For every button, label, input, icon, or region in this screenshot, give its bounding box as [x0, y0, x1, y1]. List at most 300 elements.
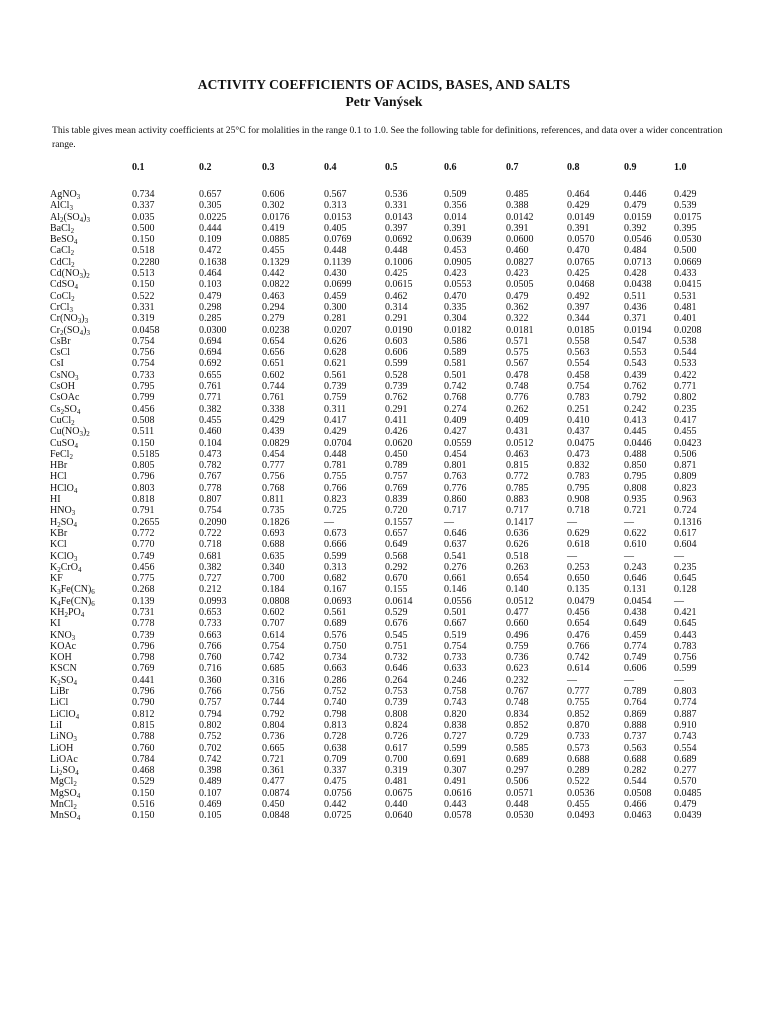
compound-name: $H_2SO_4$: [50, 516, 78, 529]
coefficient-cell: 0.477: [506, 606, 529, 618]
coefficient-cell: 0.150: [132, 810, 155, 822]
coefficient-cell: 0.785: [506, 482, 529, 494]
coefficient-cell: 0.753: [385, 686, 408, 698]
coefficient-cell: 0.767: [506, 686, 529, 698]
compound-name: MgSO$_4$: [50, 787, 81, 800]
coefficient-cell: 0.417: [324, 414, 347, 426]
coefficient-cell: 0.150: [132, 234, 155, 246]
coefficient-cell: 0.772: [132, 527, 155, 539]
coefficient-cell: 0.262: [506, 403, 529, 415]
compound-name: HI: [50, 494, 61, 506]
table-row: [50, 663, 722, 674]
coefficient-cell: 0.606: [262, 189, 285, 200]
table-row: [50, 245, 722, 256]
coefficient-cell: 0.626: [324, 335, 347, 347]
coefficient-cell: 0.755: [567, 697, 590, 709]
coefficient-cell: 0.131: [624, 584, 647, 596]
table-row: [50, 257, 722, 268]
coefficient-cell: 0.610: [624, 539, 647, 551]
coefficient-cell: 0.777: [262, 460, 285, 472]
coefficient-cell: 0.554: [674, 742, 697, 754]
coefficient-cell: 0.0808: [262, 595, 290, 607]
coefficient-cell: 0.411: [385, 414, 408, 426]
coefficient-cell: —: [624, 516, 634, 528]
header-spacer: [50, 176, 722, 189]
coefficient-cell: 0.405: [324, 222, 347, 234]
coefficient-cell: 0.331: [132, 301, 155, 313]
coefficient-cell: 0.754: [199, 505, 222, 517]
coefficient-cell: 0.728: [324, 731, 347, 743]
compound-name: CsCl: [50, 347, 71, 359]
coefficient-cell: 0.0848: [262, 810, 290, 822]
compound-name: $Cr(NO_3)_3$: [50, 313, 89, 326]
coefficient-cell: 0.754: [262, 640, 285, 652]
coefficient-cell: 0.772: [506, 471, 529, 483]
coefficient-cell: 0.871: [674, 460, 697, 472]
coefficient-cell: 0.834: [506, 708, 529, 720]
table-row: [50, 607, 722, 618]
coefficient-cell: 0.606: [624, 663, 647, 675]
compound-name: CsOAc: [50, 392, 80, 404]
compound-name: $Cu(NO_3)_2$: [50, 426, 90, 439]
coefficient-cell: 0.789: [385, 460, 408, 472]
coefficient-cell: 0.500: [674, 245, 697, 257]
compound-name: CsOH: [50, 381, 76, 393]
coefficient-cell: 0.479: [506, 290, 529, 302]
coefficient-cell: 0.0182: [444, 324, 472, 336]
coefficient-cell: 0.792: [624, 392, 647, 404]
coefficient-cell: 0.391: [567, 222, 590, 234]
column-header: 1.0: [674, 161, 687, 173]
coefficient-cell: 0.455: [567, 799, 590, 811]
table-row: [50, 652, 722, 663]
coefficient-cell: 0.433: [674, 268, 697, 280]
coefficient-cell: 0.253: [567, 561, 590, 573]
coefficient-cell: 0.109: [199, 234, 222, 246]
coefficient-cell: 0.718: [567, 505, 590, 517]
coefficient-cell: 0.752: [199, 731, 222, 743]
coefficient-cell: 0.212: [199, 584, 222, 596]
coefficient-cell: 0.638: [324, 742, 347, 754]
coefficient-cell: 0.649: [624, 618, 647, 630]
coefficient-cell: 0.717: [444, 505, 467, 517]
coefficient-cell: —: [624, 674, 634, 686]
coefficient-cell: 0.838: [444, 719, 467, 731]
coefficient-cell: 0.107: [199, 787, 222, 799]
coefficient-cell: 0.796: [132, 640, 155, 652]
coefficient-cell: 0.694: [199, 335, 222, 347]
coefficient-cell: 0.0475: [567, 437, 595, 449]
coefficient-cell: 0.276: [444, 561, 467, 573]
coefficient-cell: 0.426: [385, 426, 408, 438]
coefficient-cell: 0.427: [444, 426, 467, 438]
table-row: [50, 754, 722, 765]
compound-name: CsBr: [50, 335, 71, 347]
coefficient-cell: 0.0546: [624, 234, 652, 246]
coefficient-cell: —: [674, 595, 684, 607]
coefficient-cell: 0.783: [674, 640, 697, 652]
coefficient-cell: 0.0905: [444, 256, 472, 268]
coefficient-cell: 0.621: [324, 358, 347, 370]
coefficient-cell: 0.456: [567, 606, 590, 618]
activity-coefficients-table: [50, 158, 722, 822]
compound-name: CdSO$_4$: [50, 279, 78, 292]
coefficient-cell: 0.0181: [506, 324, 534, 336]
coefficient-cell: 0.808: [385, 708, 408, 720]
coefficient-cell: 0.429: [262, 414, 285, 426]
compound-name: LiNO$_3$: [50, 731, 77, 744]
coefficient-cell: 0.654: [262, 335, 285, 347]
coefficient-cell: 0.774: [674, 697, 697, 709]
coefficient-cell: 0.756: [674, 652, 697, 664]
coefficient-cell: 0.646: [444, 527, 467, 539]
coefficient-cell: 0.576: [324, 629, 347, 641]
compound-name: BaCl$_2$: [50, 222, 75, 235]
coefficient-cell: 0.650: [567, 573, 590, 585]
coefficient-cell: 0.0885: [262, 234, 290, 246]
coefficient-cell: 0.617: [385, 742, 408, 754]
compound-name: KOAc: [50, 640, 77, 652]
coefficient-cell: 0.5185: [132, 448, 160, 460]
column-header: 0.3: [262, 161, 275, 173]
coefficient-cell: 0.887: [674, 708, 697, 720]
coefficient-cell: 0.417: [674, 414, 697, 426]
coefficient-cell: 0.795: [567, 482, 590, 494]
coefficient-cell: 0.0207: [324, 324, 352, 336]
compound-name: LiClO$_4$: [50, 708, 80, 721]
coefficient-cell: 0.2655: [132, 516, 160, 528]
coefficient-cell: 0.286: [324, 674, 347, 686]
coefficient-cell: 0.423: [506, 268, 529, 280]
coefficient-cell: 0.0553: [444, 279, 472, 291]
table-row: [50, 302, 722, 313]
coefficient-cell: —: [567, 674, 577, 686]
coefficient-cell: 0.756: [132, 347, 155, 359]
coefficient-cell: 0.0485: [674, 787, 702, 799]
compound-name: $Al_2(SO_4)_3$: [50, 211, 90, 224]
coefficient-cell: 0.0463: [624, 810, 652, 822]
table-row: [50, 584, 722, 595]
coefficient-cell: 0.589: [444, 347, 467, 359]
coefficient-cell: 0.473: [199, 448, 222, 460]
coefficient-cell: 0.599: [674, 663, 697, 675]
coefficient-cell: 0.692: [199, 358, 222, 370]
coefficient-cell: 0.654: [506, 573, 529, 585]
coefficient-cell: 0.496: [506, 629, 529, 641]
coefficient-cell: 0.805: [132, 460, 155, 472]
coefficient-cell: 0.305: [199, 200, 222, 212]
coefficient-cell: 0.742: [567, 652, 590, 664]
coefficient-cell: 0.736: [262, 731, 285, 743]
coefficient-cell: 0.331: [385, 200, 408, 212]
coefficient-cell: 0.263: [506, 561, 529, 573]
coefficient-cell: 0.646: [385, 663, 408, 675]
coefficient-cell: 0.235: [674, 403, 697, 415]
coefficient-cell: 0.430: [324, 268, 347, 280]
coefficient-cell: 0.803: [132, 482, 155, 494]
compound-name: KOH: [50, 652, 72, 664]
table-row: [50, 449, 722, 460]
coefficient-cell: 0.798: [324, 708, 347, 720]
coefficient-cell: 0.0704: [324, 437, 352, 449]
coefficient-cell: 0.761: [262, 392, 285, 404]
coefficient-cell: 0.754: [444, 640, 467, 652]
coefficient-cell: 0.803: [674, 686, 697, 698]
coefficient-cell: 0.410: [567, 414, 590, 426]
coefficient-cell: 0.568: [385, 550, 408, 562]
table-row: [50, 709, 722, 720]
coefficient-cell: 0.285: [199, 313, 222, 325]
coefficient-cell: 0.0479: [567, 595, 595, 607]
coefficient-cell: 0.0143: [385, 211, 413, 223]
coefficient-cell: 0.429: [567, 200, 590, 212]
coefficient-cell: 0.606: [385, 347, 408, 359]
coefficient-cell: 0.743: [444, 697, 467, 709]
coefficient-cell: 0.139: [132, 595, 155, 607]
coefficient-cell: 0.297: [506, 765, 529, 777]
coefficient-cell: 0.440: [385, 799, 408, 811]
coefficient-cell: 0.812: [132, 708, 155, 720]
table-row: [50, 776, 722, 787]
coefficient-cell: 0.0675: [385, 787, 413, 799]
coefficient-cell: 0.479: [624, 200, 647, 212]
coefficient-cell: 0.784: [132, 753, 155, 765]
coefficient-cell: 0.0439: [674, 810, 702, 822]
coefficient-cell: 0.0142: [506, 211, 534, 223]
compound-name: CsNO$_3$: [50, 369, 79, 382]
coefficient-cell: 0.541: [444, 550, 467, 562]
coefficient-cell: 0.545: [385, 629, 408, 641]
coefficient-cell: 0.832: [567, 460, 590, 472]
coefficient-cell: 0.361: [262, 765, 285, 777]
coefficient-cell: 0.717: [506, 505, 529, 517]
coefficient-cell: 0.750: [324, 640, 347, 652]
coefficient-cell: 0.304: [444, 313, 467, 325]
coefficient-cell: 0.522: [132, 290, 155, 302]
coefficient-cell: 0.508: [132, 414, 155, 426]
coefficient-cell: 0.0725: [324, 810, 352, 822]
coefficient-cell: 0.815: [506, 460, 529, 472]
coefficient-cell: 0.337: [324, 765, 347, 777]
coefficient-cell: 0.0194: [624, 324, 652, 336]
coefficient-cell: 0.599: [324, 550, 347, 562]
coefficient-cell: 0.767: [199, 471, 222, 483]
coefficient-cell: 0.766: [199, 640, 222, 652]
coefficient-cell: 0.554: [567, 358, 590, 370]
coefficient-cell: 0.769: [132, 663, 155, 675]
coefficient-cell: 0.795: [132, 381, 155, 393]
coefficient-cell: 0.727: [199, 573, 222, 585]
coefficient-cell: 0.629: [567, 527, 590, 539]
coefficient-cell: 0.466: [624, 799, 647, 811]
coefficient-cell: 0.0756: [324, 787, 352, 799]
coefficient-cell: 0.543: [624, 358, 647, 370]
coefficient-cell: 0.469: [199, 799, 222, 811]
coefficient-cell: 0.802: [199, 719, 222, 731]
coefficient-cell: 0.681: [199, 550, 222, 562]
coefficient-cell: 0.759: [324, 392, 347, 404]
coefficient-cell: 0.319: [132, 313, 155, 325]
compound-name: MnCl$_2$: [50, 799, 77, 812]
coefficient-cell: 0.645: [674, 573, 697, 585]
coefficient-cell: 0.0570: [567, 234, 595, 246]
coefficient-cell: 0.782: [199, 460, 222, 472]
coefficient-cell: 0.676: [385, 618, 408, 630]
coefficient-cell: 0.770: [132, 539, 155, 551]
coefficient-cell: 0.0827: [506, 256, 534, 268]
coefficient-cell: 0.338: [262, 403, 285, 415]
coefficient-cell: 0.628: [324, 347, 347, 359]
coefficient-cell: 0.300: [324, 301, 347, 313]
coefficient-cell: 0.0822: [262, 279, 290, 291]
compound-name: HClO$_4$: [50, 482, 78, 495]
coefficient-cell: 0.775: [132, 573, 155, 585]
coefficient-cell: 0.798: [132, 652, 155, 664]
coefficient-cell: 0.776: [506, 392, 529, 404]
coefficient-cell: 0.768: [262, 482, 285, 494]
coefficient-cell: 0.739: [385, 381, 408, 393]
coefficient-cell: 0.382: [199, 561, 222, 573]
coefficient-cell: 0.513: [132, 268, 155, 280]
compound-name: $K_3Fe(CN)_6$: [50, 584, 95, 597]
coefficient-cell: 0.135: [567, 584, 590, 596]
coefficient-cell: 0.563: [567, 347, 590, 359]
coefficient-cell: 0.839: [385, 494, 408, 506]
coefficient-cell: 0.506: [506, 776, 529, 788]
coefficient-cell: 0.184: [262, 584, 285, 596]
coefficient-cell: 0.657: [199, 189, 222, 200]
coefficient-cell: 0.479: [674, 799, 697, 811]
coefficient-cell: 0.462: [385, 290, 408, 302]
coefficient-cell: 0.0423: [674, 437, 702, 449]
coefficient-cell: 0.282: [624, 765, 647, 777]
table-row: [50, 223, 722, 234]
coefficient-cell: 0.575: [506, 347, 529, 359]
coefficient-cell: 0.754: [132, 358, 155, 370]
coefficient-cell: 0.777: [567, 686, 590, 698]
coefficient-cell: 0.657: [385, 527, 408, 539]
coefficient-cell: 0.570: [674, 776, 697, 788]
coefficient-cell: 0.633: [444, 663, 467, 675]
coefficient-cell: 0.602: [262, 606, 285, 618]
compound-name: CsI: [50, 358, 64, 370]
coefficient-cell: 0.489: [199, 776, 222, 788]
coefficient-cell: 0.813: [324, 719, 347, 731]
coefficient-cell: 0.425: [385, 268, 408, 280]
intro-paragraph: This table gives mean activity coefficients at 25°C for molalities in the range 0.1 to 1.0. See the following table for definitions, references, and data over a wider concentration range.: [52, 125, 723, 150]
column-header: 0.8: [567, 161, 580, 173]
coefficient-cell: 0.0159: [624, 211, 652, 223]
coefficient-cell: 0.421: [674, 606, 697, 618]
coefficient-cell: 0.0153: [324, 211, 352, 223]
column-header: [50, 158, 132, 176]
coefficient-cell: 0.2280: [132, 256, 160, 268]
coefficient-cell: 0.371: [624, 313, 647, 325]
coefficient-cell: 0.105: [199, 810, 222, 822]
coefficient-cell: 0.823: [674, 482, 697, 494]
coefficient-cell: 0.756: [262, 471, 285, 483]
compound-name: $K_4Fe(CN)_6$: [50, 595, 95, 608]
coefficient-cell: 0.742: [444, 381, 467, 393]
compound-name: CaCl$_2$: [50, 245, 75, 258]
coefficient-cell: 0.757: [385, 471, 408, 483]
coefficient-cell: 0.425: [567, 268, 590, 280]
coefficient-cell: 0.464: [199, 268, 222, 280]
compound-name: CrCl$_3$: [50, 301, 73, 314]
table-row: [50, 618, 722, 629]
table-row: [50, 189, 722, 200]
coefficient-cell: 0.743: [674, 731, 697, 743]
coefficient-cell: 0.538: [674, 335, 697, 347]
coefficient-cell: 0.0993: [199, 595, 227, 607]
coefficient-cell: 0.395: [674, 222, 697, 234]
coefficient-cell: 0.791: [132, 505, 155, 517]
coefficient-cell: 0.757: [199, 697, 222, 709]
header-row: [50, 158, 722, 176]
coefficient-cell: 0.470: [444, 290, 467, 302]
coefficient-cell: 0.529: [132, 776, 155, 788]
table-row: [50, 200, 722, 211]
coefficient-cell: 0.721: [262, 753, 285, 765]
compound-name: CdCl$_2$: [50, 256, 75, 269]
coefficient-cell: 0.762: [624, 381, 647, 393]
coefficient-cell: 0.768: [444, 392, 467, 404]
coefficient-cell: 0.291: [385, 403, 408, 415]
coefficient-cell: 0.707: [262, 618, 285, 630]
coefficient-cell: 0.721: [624, 505, 647, 517]
coefficient-cell: —: [567, 550, 577, 562]
coefficient-cell: 0.481: [674, 301, 697, 313]
coefficient-cell: 0.335: [444, 301, 467, 313]
table-row: [50, 234, 722, 245]
coefficient-cell: 0.477: [262, 776, 285, 788]
coefficient-cell: 0.128: [674, 584, 697, 596]
coefficient-cell: 0.0536: [567, 787, 595, 799]
coefficient-cell: 0.232: [506, 674, 529, 686]
coefficient-cell: 0.445: [624, 426, 647, 438]
coefficient-cell: 0.795: [624, 471, 647, 483]
coefficient-cell: 0.511: [132, 426, 155, 438]
table-row: [50, 494, 722, 505]
coefficient-cell: 0.485: [506, 189, 529, 200]
coefficient-cell: 0.729: [506, 731, 529, 743]
compound-name: LiOAc: [50, 753, 78, 765]
coefficient-cell: 0.762: [385, 392, 408, 404]
coefficient-cell: 0.316: [262, 674, 285, 686]
table-row: [50, 325, 722, 336]
coefficient-cell: 0.599: [385, 358, 408, 370]
coefficient-cell: 0.573: [567, 742, 590, 754]
coefficient-cell: 0.602: [262, 369, 285, 381]
coefficient-cell: 0.688: [567, 753, 590, 765]
coefficient-cell: 0.623: [506, 663, 529, 675]
coefficient-cell: 0.0639: [444, 234, 472, 246]
coefficient-cell: 0.749: [132, 550, 155, 562]
coefficient-cell: 0.0640: [385, 810, 413, 822]
table-row: [50, 641, 722, 652]
coefficient-cell: 0.446: [624, 189, 647, 200]
compound-name: $HNO_3$: [50, 505, 76, 518]
coefficient-cell: 0.455: [199, 414, 222, 426]
coefficient-cell: 0.740: [324, 697, 347, 709]
coefficient-cell: 0.635: [262, 550, 285, 562]
coefficient-cell: 0.1638: [199, 256, 227, 268]
table-row: [50, 381, 722, 392]
table-row: [50, 810, 722, 821]
compound-name: $Li_2SO_4$: [50, 765, 79, 778]
coefficient-cell: 0.311: [324, 403, 347, 415]
coefficient-cell: 0.104: [199, 437, 222, 449]
